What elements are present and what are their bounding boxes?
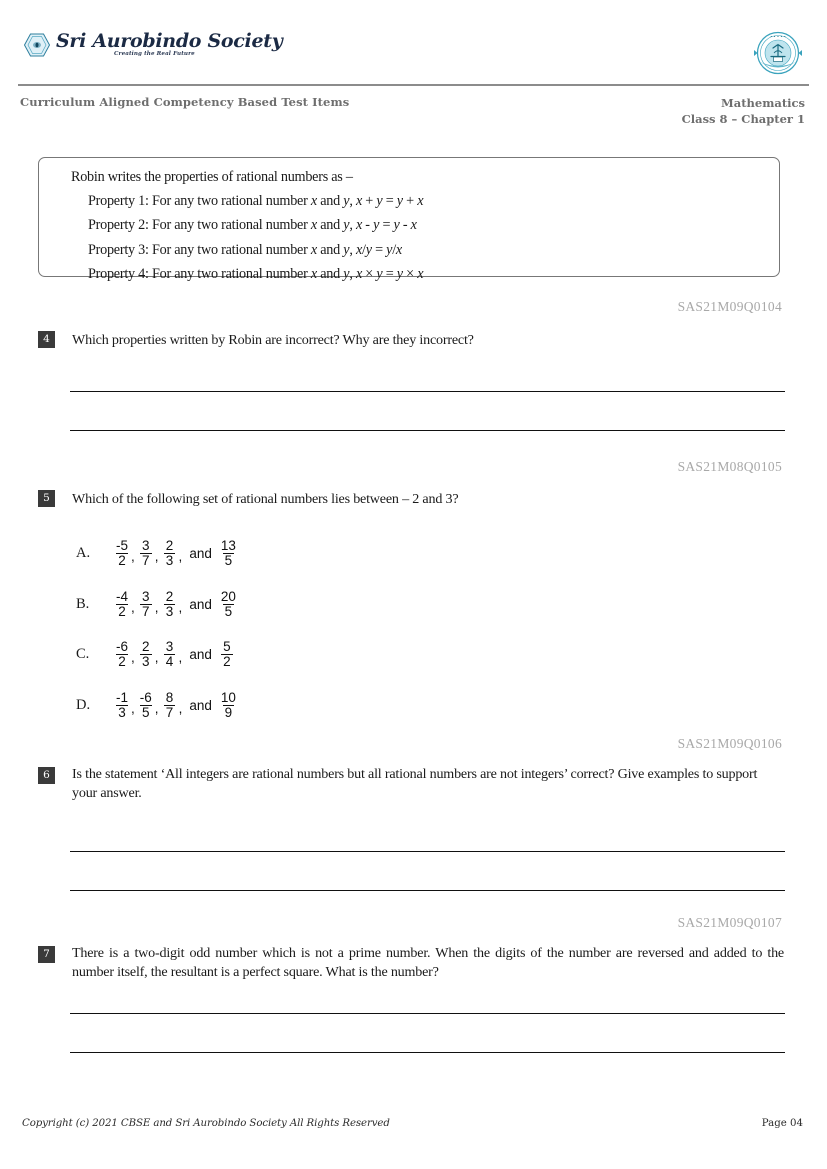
fraction: $\frac{3}{7}$	[142, 588, 150, 619]
question-text-5: Which of the following set of rational numbers lies between – 2 and 3?	[72, 491, 459, 507]
fraction: $\frac{3}{4}$	[165, 638, 174, 669]
fraction: $\frac{10}{9}$	[220, 689, 236, 720]
answer-line[interactable]	[70, 1013, 785, 1014]
option-c[interactable]	[76, 634, 376, 674]
svg-text:•••••: •••••	[773, 67, 783, 71]
separator: ,	[131, 549, 135, 565]
separator: ,	[178, 650, 183, 666]
cbse-emblem-icon	[753, 28, 803, 78]
fraction: $\frac{3}{7}$	[142, 537, 150, 568]
property-line-4: Property 4: For any two rational number x and y, x × y = y × x	[88, 265, 424, 282]
conjunction: and	[189, 545, 212, 561]
separator: ,	[154, 650, 159, 666]
option-a[interactable]	[76, 533, 376, 573]
header-divider	[18, 84, 809, 86]
stimulus-lead: Robin writes the properties of rational numbers as –	[71, 169, 353, 185]
fraction: $\frac{2}{3}$	[142, 638, 150, 669]
conjunction: and	[189, 646, 212, 662]
fraction: $\frac{5}{2}$	[223, 638, 231, 669]
answer-line[interactable]	[70, 851, 785, 852]
separator: ,	[178, 549, 183, 565]
question-code-5: SAS21M08Q0105	[677, 459, 782, 474]
class-chapter-label: Class 8 – Chapter 1	[681, 112, 805, 127]
question-number-6: 6	[38, 767, 55, 784]
header-subject-block	[682, 95, 805, 128]
fraction: $\frac{2}{3}$	[165, 537, 174, 568]
fraction: $\frac{2}{3}$	[165, 588, 174, 619]
separator: ,	[178, 600, 183, 616]
svg-text:• • • • •: • • • • •	[770, 35, 786, 39]
sas-wordmark	[56, 32, 282, 58]
fraction: $\frac{-6}{2}$	[116, 638, 129, 669]
conjunction: and	[189, 596, 212, 612]
fraction: $\frac{20}{5}$	[220, 588, 236, 619]
fraction: $\frac{-4}{2}$	[116, 588, 129, 619]
footer-copyright: Copyright (c) 2021 CBSE and Sri Aurobindo Society All Rights Reserved	[22, 1118, 390, 1129]
stimulus-box	[38, 157, 780, 282]
fraction: $\frac{-1}{3}$	[116, 689, 129, 720]
subject-label: Mathematics	[721, 96, 805, 110]
question-code-6: SAS21M09Q0106	[677, 736, 782, 751]
property-line-1: Property 1: For any two rational number x and y, x + y = y + x	[88, 193, 424, 210]
question-code-4: SAS21M09Q0104	[677, 299, 782, 314]
option-values	[114, 590, 238, 619]
fraction: $\frac{13}{5}$	[220, 537, 236, 568]
option-letter: D.	[76, 696, 91, 713]
question-text-7: There is a two-digit odd number which is not a prime number. When the digits of the number are reversed and added to the number itself, the resultant is a perfect square. What is the number?	[72, 945, 784, 980]
hexagon-lotus-icon	[24, 33, 50, 57]
answer-line[interactable]	[70, 1052, 785, 1053]
question-code-7: SAS21M09Q0107	[677, 915, 782, 930]
header-meta	[0, 95, 827, 135]
fraction: $\frac{8}{7}$	[165, 689, 174, 720]
option-letter: B.	[76, 595, 90, 612]
separator: ,	[131, 701, 135, 717]
question-number-4: 4	[38, 331, 55, 348]
question-number-5: 5	[38, 490, 55, 507]
answer-line[interactable]	[70, 430, 785, 431]
property-line-2: Property 2: For any two rational number x and y, x - y = y - x	[88, 217, 417, 234]
header-logos	[0, 28, 827, 84]
question-text-6: Is the statement ‘All integers are rational numbers but all rational numbers are not integers’ correct? Give examples to support your answer.	[72, 766, 758, 801]
answer-line[interactable]	[70, 890, 785, 891]
question-number-7: 7	[38, 946, 55, 963]
separator: ,	[178, 701, 183, 717]
page-title: Curriculum Aligned Competency Based Test Items	[20, 95, 350, 109]
question-text-4: Which properties written by Robin are incorrect? Why are they incorrect?	[72, 332, 474, 348]
option-values	[114, 640, 235, 669]
option-b[interactable]	[76, 584, 376, 624]
separator: ,	[154, 549, 159, 565]
conjunction: and	[189, 697, 212, 713]
fraction: $\frac{-5}{2}$	[116, 537, 129, 568]
org-logo-tagline: Creating the Real Future	[114, 51, 195, 57]
org-logo-name: Sri Aurobindo Society	[56, 30, 283, 52]
separator: ,	[131, 600, 135, 616]
separator: ,	[131, 650, 135, 666]
sri-aurobindo-society-logo	[24, 32, 282, 58]
option-letter: C.	[76, 645, 90, 662]
fraction: $\frac{-6}{5}$	[139, 689, 152, 720]
answer-line[interactable]	[70, 391, 785, 392]
footer-page-number: Page 04	[761, 1118, 803, 1129]
separator: ,	[154, 600, 159, 616]
property-line-3: Property 3: For any two rational number x and y, x/y = y/x	[88, 241, 402, 258]
separator: ,	[154, 701, 159, 717]
option-values	[114, 539, 238, 568]
option-d[interactable]	[76, 685, 376, 725]
option-letter: A.	[76, 544, 91, 561]
option-values	[114, 691, 238, 720]
